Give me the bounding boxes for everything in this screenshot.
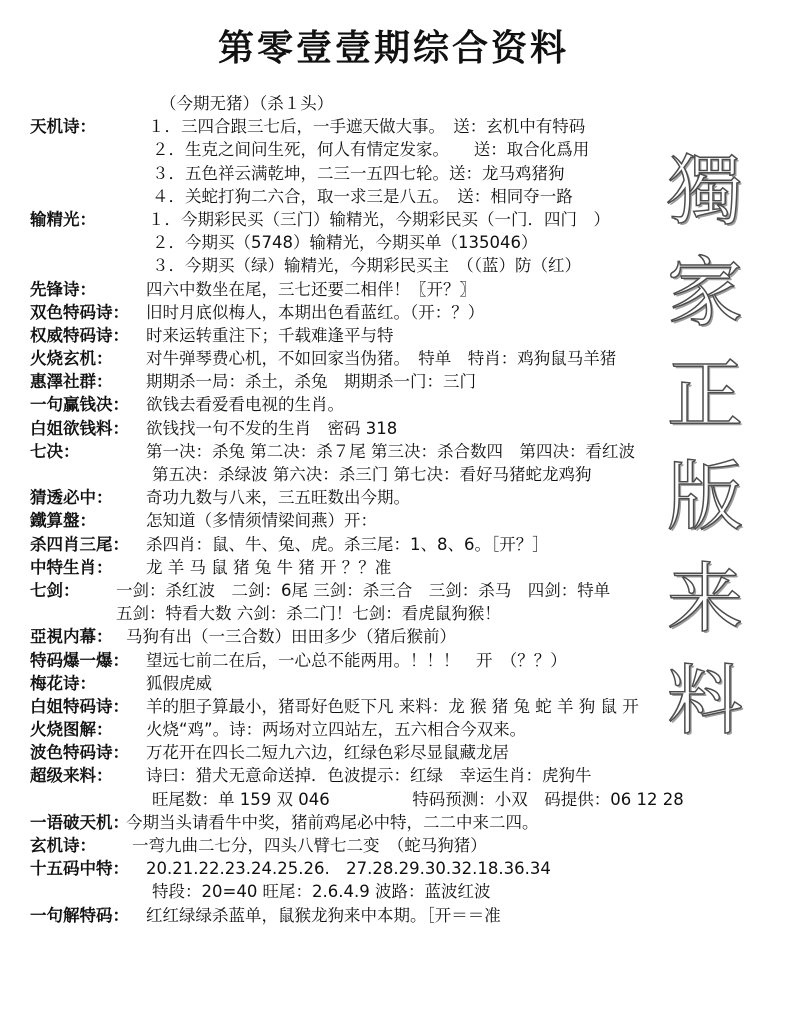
row-text: 第五决：杀绿波 第六决：杀三门 第七决：看好马猪蛇龙鸡狗 [152,465,592,484]
info-row [0,834,787,857]
row-text: ３．五色祥云满乾坤，二三一五四七轮。送：龙马鸡猪狗 [152,163,565,183]
watermark-char: 版 [667,452,743,541]
info-row [0,533,787,556]
info-row [0,254,787,277]
info-row [0,880,787,903]
row-text: ３．今期买（绿）输精光，今期彩民买主 （（蓝）防（红） [152,256,581,276]
row-label: 一语破天机： [30,812,129,832]
row-text: ２．今期买（5748）输精光，今期买单（135046） [152,233,538,253]
info-row [0,208,787,231]
row-text: 五剑：特看大数 六剑：杀二门！七剑：看虎鼠狗猴！ [116,604,501,624]
row-text: 诗曰：猎犬无意命送掉．色波提示：红绿 幸运生肖：虎狗牛 [146,766,592,786]
row-text: １．三四合跟三七后，一手遮天做大事。 送：玄机中有特码 [148,117,586,137]
watermark-char: 料 [667,656,743,745]
row-text: 旧时月底似梅人，本期出色看蓝红。（开：？） [146,302,485,322]
row-text: 火烧“鸡”。诗：两场对立四站左，五六相合今双来。 [146,720,527,740]
row-label: 十五码中特： [30,859,129,879]
row-text: 杀四肖：鼠、牛、兔、虎。杀三尾：1、8、6。［开？］ [146,534,549,554]
info-row [0,579,787,602]
row-text: 四六中数坐在尾，三七还要二相伴！〖开？〗 [146,279,476,299]
info-row [0,695,787,718]
row-text: ２．生克之间问生死，何人有情定发家。 送：取合化爲用 [152,140,590,160]
row-label: 双色特码诗： [30,302,129,322]
row-label: 七决： [30,441,80,461]
row-label: 猜透必中： [30,488,113,508]
row-label: 超级来料： [30,766,113,786]
row-label: 权威特码诗： [30,325,129,345]
row-text: 第一决：杀兔 第二决：杀７尾 第三决：杀合数四 第四决：看红波 [146,441,635,461]
row-label: 先锋诗： [30,279,96,299]
info-row [0,231,787,254]
row-label: 玄机诗： [30,836,96,855]
row-text: 马狗有出（一三合数）田田多少（猪后猴前） [126,627,456,647]
info-row [0,811,787,834]
row-text: 特段：20=40 旺尾：2.6.4.9 波路：蓝波红波 [152,882,491,902]
row-text: 万花开在四长二短九六边，红绿色彩尽显鼠藏龙居 [146,743,509,763]
row-label: 中特生肖： [30,557,113,577]
info-row [0,509,787,532]
page-title: 第零壹壹期综合资料 [217,27,569,69]
info-row [0,115,787,138]
row-label: 七剑： [30,580,80,600]
row-label: 一句解特码： [30,905,129,925]
info-row [0,278,787,301]
row-text: 旺尾数：单 159 双 046 特码预测：小双 码提供：06 12 28 [152,789,684,809]
row-label: 白姐欲钱料： [30,418,129,438]
row-text: 龙 羊 马 鼠 猪 兔 牛 猪 开 ？？准 [146,557,392,577]
watermark-char: 正 [667,350,743,439]
row-label: 天机诗： [30,117,96,137]
info-row [0,672,787,695]
row-label: 鐵算盤： [30,511,96,531]
row-text: 羊的胆子算最小，猪哥好色贬下凡 来料：龙 猴 猪 兔 蛇 羊 狗 鼠 开 [146,696,639,716]
info-row [0,347,787,370]
row-text: 时来运转重注下；千载难逢平与特 [146,325,394,345]
row-text: 一剑：杀红波 二剑：6尾 三剑：杀三合 三剑：杀马 四剑：特单 [116,580,611,600]
row-text: 望远七前二在后，一心总不能两用。！！！ 开 （？？） [146,650,567,670]
row-text: （今期无猪）（杀１头） [160,94,334,113]
row-label: 亞視内幕： [30,627,113,647]
info-row [0,904,787,927]
info-row [0,417,787,440]
info-row [0,324,787,347]
info-row [0,556,787,579]
row-label: 白姐特码诗： [30,696,129,716]
row-text: 对牛弹琴费心机，不如回家当伪猪。 特单 特肖：鸡狗鼠马羊猪 [146,349,617,369]
info-row [0,602,787,625]
watermark-char: 獨 [667,146,743,235]
info-row [0,463,787,486]
info-row [0,440,787,463]
row-label: 惠澤社群： [30,372,113,392]
row-label: 一句赢钱决： [30,395,129,415]
row-text: 欲钱去看爱看电视的生肖。 [146,395,344,415]
info-row [0,718,787,741]
row-label: 梅花诗： [30,673,96,693]
info-row [0,162,787,185]
row-text: 今期当头请看牛中奖，猪前鸡尾必中特，二二中来二四。 [126,812,539,832]
info-row [0,764,787,787]
info-row [0,92,787,115]
info-row [0,625,787,648]
info-row [0,393,787,416]
row-text: 狐假虎威 [146,673,212,693]
row-text: 20.21.22.23.24.25.26. 27.28.29.30.32.18.36.34 [146,859,551,879]
info-row [0,741,787,764]
row-text: 红红绿绿杀蓝单，鼠猴龙狗来中本期。［开＝＝准 [146,905,501,925]
info-row [0,370,787,393]
row-text: 奇功九数与八来，三五旺数出今期。 [146,488,410,508]
row-text: 期期杀一局：杀土，杀兔 期期杀一门：三门 [146,372,476,392]
watermark-char: 来 [667,554,743,643]
info-row [0,788,787,811]
row-label: 特码爆一爆： [30,650,129,670]
info-row [0,857,787,880]
row-text: 一弯九曲二七分，四头八臂七二变 （蛇马狗猪） [132,836,487,855]
info-row [0,486,787,509]
row-label: 杀四肖三尾： [30,534,129,554]
info-list [0,92,787,927]
row-label: 波色特码诗： [30,743,129,763]
info-row [0,301,787,324]
watermark-char: 家 [667,248,743,337]
row-text: １．今期彩民买（三门）输精光，今期彩民买（一门．四门 ） [148,209,610,229]
row-text: 欲钱找一句不发的生肖 密码 318 [146,418,398,438]
row-label: 火烧图解： [30,720,113,740]
info-row [0,649,787,672]
info-row [0,185,787,208]
row-label: 输精光： [30,209,96,229]
row-text: ４．关蛇打狗二六合，取一求三是八五。 送：相同夺一路 [152,186,573,206]
row-label: 火烧玄机： [30,349,113,369]
row-text: 怎知道（多情须情梁间燕）开： [146,511,377,531]
info-row [0,138,787,161]
